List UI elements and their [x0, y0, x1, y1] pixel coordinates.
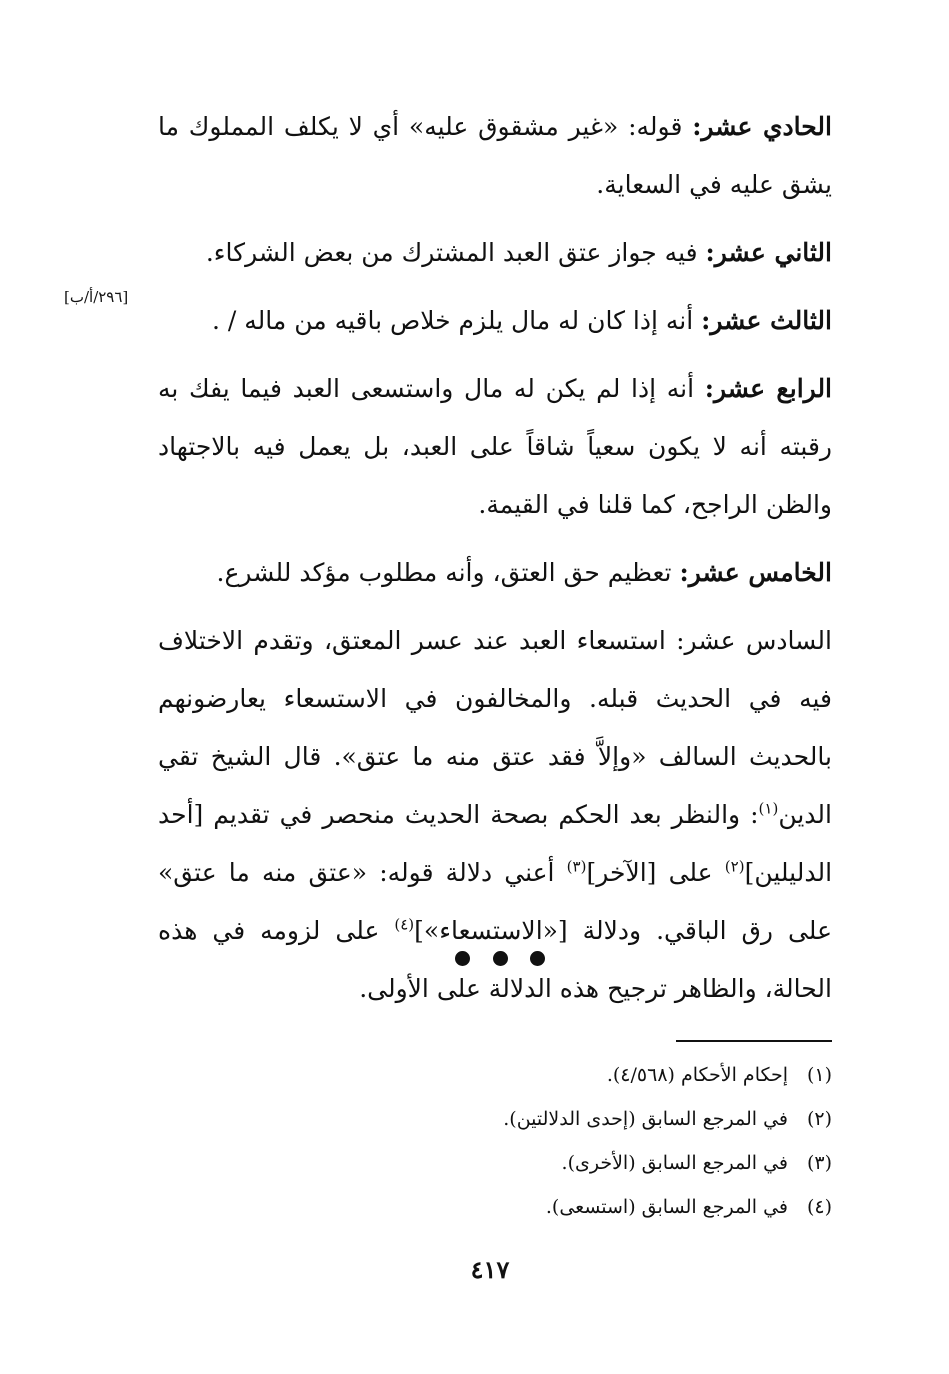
- footnote-item: [400, 1185, 832, 1229]
- footnote-ref-1[interactable]: (١): [758, 799, 779, 818]
- section-separator: [455, 943, 545, 973]
- paragraph-13: [158, 292, 832, 350]
- footnote-item: [400, 1141, 832, 1185]
- page-number: ٤١٧: [470, 1255, 510, 1284]
- paragraph-text: : والنظر بعد الحكم بصحة الحديث منحصر في تقديم [أحد الدليلين]: [158, 800, 833, 887]
- footnote-text: في المرجع السابق (إحدى الدلالتين).: [503, 1108, 788, 1130]
- main-text: [158, 98, 832, 1028]
- paragraph-text: على لزومه في هذه الحالة، والظاهر ترجيح هذه الدلالة على الأولى.: [158, 916, 832, 1003]
- separator-dot: [493, 951, 508, 966]
- paragraph-lead: الثاني عشر:: [705, 238, 832, 267]
- paragraph-text: استسعاء العبد عند عسر المعتق، وتقدم الاختلاف فيه في الحديث قبله. والمخالفون في الاستسعاء يعارضونهم بالحديث السالف «وإلاَّ فقد عتق منه ما عتق». قال الشيخ تقي الدين: [158, 626, 832, 829]
- footnote-text: في المرجع السابق (الأخرى).: [561, 1152, 788, 1174]
- paragraph-text: قوله: «غير مشقوق عليه» أي لا يكلف المملوك ما يشق عليه في السعاية.: [158, 112, 832, 199]
- footnote-ref-3[interactable]: (٣): [566, 857, 587, 876]
- paragraph-14: [158, 360, 832, 534]
- paragraph-lead: الثالث عشر:: [701, 306, 832, 335]
- separator-dot: [530, 951, 545, 966]
- paragraph-lead: الرابع عشر:: [704, 374, 833, 403]
- paragraph-lead: الخامس عشر:: [679, 558, 832, 587]
- footnote-ref-4[interactable]: (٤): [394, 915, 415, 934]
- footnote-number: (٤): [806, 1196, 832, 1218]
- paragraph-lead: السادس عشر:: [676, 626, 832, 655]
- footnote-text: إحكام الأحكام (٤/٥٦٨).: [606, 1064, 788, 1086]
- footnote-number: (٣): [806, 1152, 832, 1174]
- footnote-number: (١): [806, 1064, 832, 1086]
- footnote-divider: [676, 1040, 832, 1042]
- paragraph-lead: الحادي عشر:: [692, 112, 832, 141]
- paragraph-11: [158, 98, 832, 214]
- footnote-item: [400, 1097, 832, 1141]
- manuscript-folio-note: [٢٩٦/أ/ب]: [64, 288, 129, 306]
- paragraph-text: تعظيم حق العتق، وأنه مطلوب مؤكد للشرع.: [216, 558, 680, 587]
- separator-dot: [455, 951, 470, 966]
- paragraph-text: على [الآخر]: [586, 858, 725, 887]
- footnotes: [400, 1053, 832, 1229]
- footnote-item: [400, 1053, 832, 1097]
- footnote-number: (٢): [806, 1108, 832, 1130]
- paragraph-text: فيه جواز عتق العبد المشترك من بعض الشركاء.: [205, 238, 706, 267]
- paragraph-text: أنه إذا لم يكن له مال واستسعى العبد فيما يفك به رقبته أنه لا يكون سعياً شاقاً على العبد، بل يعمل فيه بالاجتهاد والظن الراجح، كما قلنا في القيمة.: [158, 374, 832, 519]
- paragraph-12: [158, 224, 832, 282]
- footnote-ref-2[interactable]: (٢): [724, 857, 745, 876]
- paragraph-text: أعني دلالة قوله: «عتق منه ما عتق» على رق الباقي. ودلالة [«الاستسعاء»]: [158, 858, 832, 945]
- paragraph-15: [158, 544, 832, 602]
- footnote-text: في المرجع السابق (استسعى).: [545, 1196, 788, 1218]
- paragraph-text: أنه إذا كان له مال يلزم خلاص باقيه من ماله / .: [211, 306, 702, 335]
